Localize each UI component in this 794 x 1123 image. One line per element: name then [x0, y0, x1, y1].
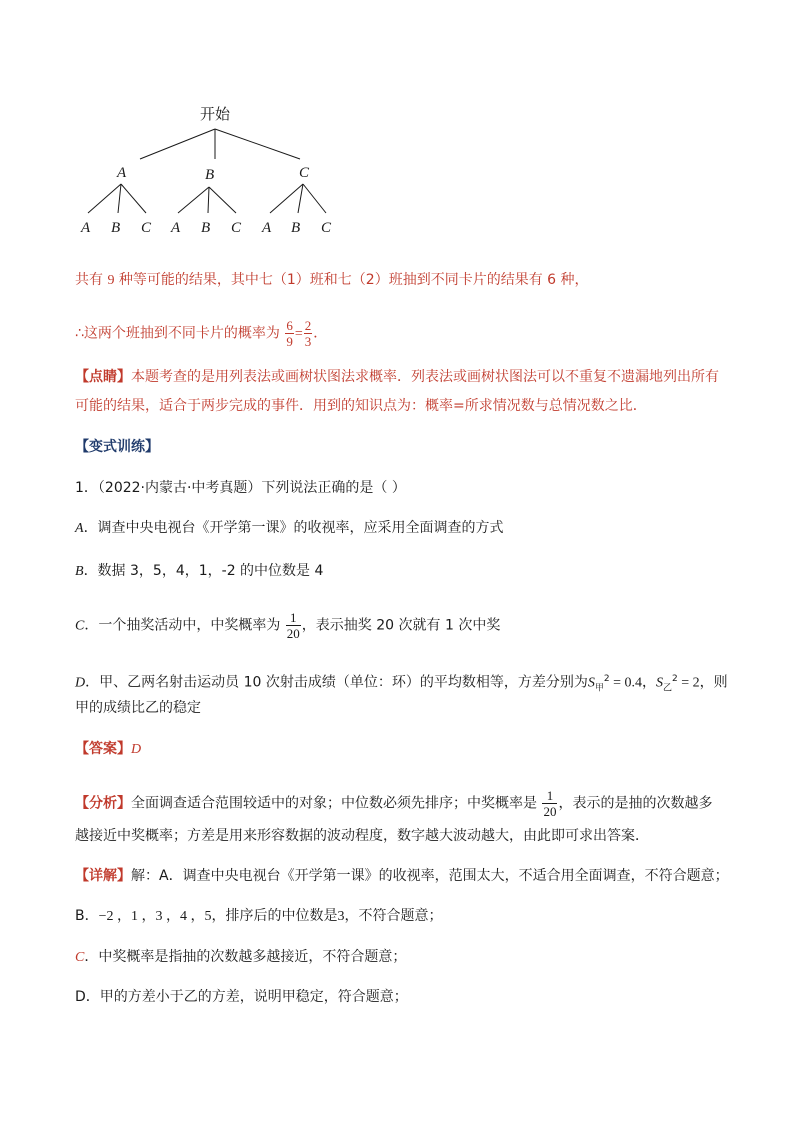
tree-node-level2: C [141, 220, 152, 236]
tree-edge [215, 129, 300, 159]
tree-node-level1: B [205, 167, 215, 183]
tree-node-level1: A [117, 165, 127, 181]
analysis-line-1 [75, 788, 712, 819]
option-text: ．调查中央电视台《开学第一课》的收视率，应采用全面调查的方式 [83, 520, 504, 536]
detail-line-1 [75, 866, 729, 886]
option-text: ．一个抽奖活动中，中奖概率为 [84, 617, 281, 634]
text: ，表示的是抽的次数越多 [558, 795, 713, 812]
variance-value: = 0.4 [609, 675, 642, 691]
option-text: ．甲、乙两名射击运动员 10 次射击成绩（单位：环）的平均数相等，方差分别为 [85, 674, 588, 691]
detail-line-2 [75, 906, 443, 927]
equals-sign: = [294, 326, 303, 342]
variance-symbol: S [587, 675, 595, 691]
text: ∴这两个班抽到不同卡片的概率为 [75, 325, 280, 342]
analysis-line-2: 越接近中奖概率；方差是用来形容数据的波动程度，数字越大波动越大，由此即可求出答案． [75, 828, 649, 844]
text: ，排序后的中位数是 [211, 908, 338, 924]
text: 可能的结果，适合于两步完成的事件．用到的知识点为：概率=所求情况数与总情况数之比． [75, 398, 647, 414]
question-stem: 1．（2022·内蒙古·中考真题）下列说法正确的是（ ） [75, 480, 406, 496]
text: ， [642, 674, 656, 691]
text: ，不符合题意； [344, 908, 443, 924]
subscript: 乙 [663, 683, 673, 694]
variance-value: = 2 [677, 675, 700, 691]
fraction: $\frac{1}{20}$ [543, 788, 557, 819]
fraction: $\frac{6}{9}$ [286, 318, 293, 349]
text: ． [313, 325, 328, 342]
subscript: 甲 [594, 683, 604, 694]
solution-line-1 [75, 270, 589, 291]
tree-node-level2: B [291, 220, 301, 236]
option-text: ．数据 3，5，4，1，-2 的中位数是 4 [83, 563, 324, 579]
option-c [75, 610, 500, 641]
superscript: 2 [603, 674, 610, 684]
option-label: B [75, 564, 84, 579]
tree-root-label: 开始 [200, 105, 231, 123]
number-list: −2 ，1 ，3 ，4 ，5 [98, 909, 212, 924]
tree-node-level2: B [201, 220, 211, 236]
tree-node-level2: A [171, 220, 181, 236]
answer-value: D [131, 742, 142, 757]
option-label: C [75, 618, 85, 634]
tree-node-level2: C [321, 220, 332, 236]
detail-line-3 [75, 947, 406, 968]
tree-node-level2: A [262, 220, 272, 236]
text: 共有 [75, 272, 108, 288]
detail-line-4: D．甲的方差小于乙的方差，说明甲稳定，符合题意； [75, 989, 408, 1005]
detail-tag: 【详解】 [75, 868, 131, 884]
text: ，则 [699, 674, 728, 691]
option-d [75, 669, 728, 698]
fraction: $\frac{2}{3}$ [304, 318, 312, 349]
count-value: 9 [107, 273, 115, 288]
option-b [75, 561, 323, 582]
variance-symbol: S [656, 675, 663, 691]
tree-node-level2: C [231, 220, 242, 236]
text: 全面调查适合范围较适中的对象；中位数必须先排序；中奖概率是 [131, 795, 537, 812]
option-label: A [75, 521, 84, 536]
tree-node-level2: A [81, 220, 91, 236]
option-label: C [75, 950, 85, 965]
text: 种等可能的结果，其中七（1）班和七（2）班抽到不同卡片的结果有 6 种， [114, 272, 589, 288]
answer-tag: 【答案】 [75, 741, 131, 757]
tree-edge [140, 129, 215, 159]
median-value: 3 [337, 909, 345, 924]
section-title: 【变式训练】 [75, 439, 159, 455]
analysis-tag: 【分析】 [75, 795, 131, 812]
tree-node-level1: C [299, 165, 310, 181]
tree-node-level2: B [111, 220, 121, 236]
dianjing-line-1 [75, 367, 719, 387]
superscript: 2 [672, 674, 678, 684]
option-d-line-2: 甲的成绩比乙的稳定 [75, 700, 201, 716]
option-label: D [75, 675, 86, 691]
tree-diagram [0, 95, 794, 335]
answer-line [75, 739, 141, 760]
solution-line-2 [75, 318, 327, 349]
text: 本题考查的是用列表法或画树状图法求概率．列表法或画树状图法可以不重复不遗漏地列出所有 [131, 369, 719, 385]
text: 解：A．调查中央电视台《开学第一课》的收视率，范围太大，不适合用全面调查，不符合题意； [131, 868, 729, 884]
option-text: ，表示抽奖 20 次就有 1 次中奖 [301, 617, 501, 634]
fraction: $\frac{1}{20}$ [286, 610, 300, 641]
dianjing-line-2 [75, 396, 647, 416]
option-a [75, 518, 504, 539]
text: B． [75, 908, 99, 924]
text: ．中奖概率是指抽的次数越多越接近，不符合题意； [84, 949, 407, 965]
dianjing-tag: 【点睛】 [75, 369, 131, 385]
